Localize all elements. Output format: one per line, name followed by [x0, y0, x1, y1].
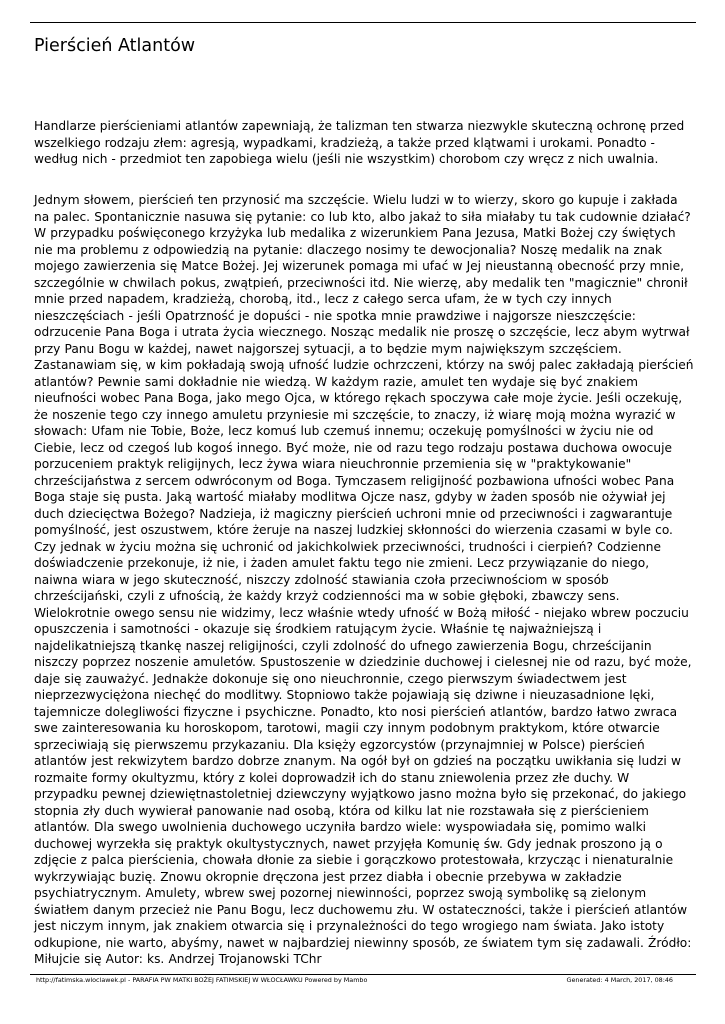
footer-source-url[interactable]: http://fatimska.wloclawek.pl - PARAFIA PW MATKI BOŻEJ FATIMSKIEJ W WŁOCŁAWKU: [36, 976, 303, 984]
article-body: Jednym słowem, pierścień ten przynosić ma szczęście. Wielu ludzi w to wierzy, skoro go kupuje i zakłada na palec. Spontanicznie nasuwa się pytanie: co lub kto, albo jakaż to siła miałaby tu tak cudownie działać? W przypadku poświęconego krzyżyka lub medalika z wizerunkiem Pana Jezusa, Matki Bożej czy świętych nie ma problemu z odpowiedzią na pytanie: dlaczego nosimy te dewocjonalia? Noszę medalik na znak mojego zawierzenia się Matce Bożej. Jej wizerunek pomaga mi ufać w Jej nieustanną obecność przy mnie, szczególnie w chwilach pokus, zwątpień, przeciwności itd. Nie wierzę, aby medalik ten "magicznie" chronił mnie przed napadem, kradzieżą, chorobą, itd., lecz z całego serca ufam, że w tych czy innych nieszczęściach - jeśli Opatrzność je dopuści - nie spotka mnie prawdziwe i najgorsze nieszczęście: odrzucenie Pana Boga i utrata życia wiecznego. Nosząc medalik nie proszę o szczęście, lecz abym wytrwał przy Panu Bogu w każdej, nawet najgorszej sytuacji, a to będzie mym największym szczęściem. Zastanawiam się, w kim pokładają swoją ufność ludzie ochrzczeni, którzy na swój palec zakładają pierścień atlantów? Pewnie sami dokładnie nie wiedzą. W każdym razie, amulet ten wydaje się być znakiem nieufności wobec Pana Boga, jako mego Ojca, w którego rękach spoczywa całe moje życie. Jeśli oczekuję, że noszenie tego czy innego amuletu przyniesie mi szczęście, to znaczy, iż wiarę moją można wyrazić w słowach: Ufam nie Tobie, Boże, lecz komuś lub czemuś innemu; oczekuję pomyślności w życiu nie od Ciebie, lecz od czegoś lub kogoś innego. Być może, nie od razu tego rodzaju postawa duchowa owocuje porzuceniem praktyk religijnych, lecz żywa wiara nieuchronnie przemienia się w "praktykowanie" chrześcijaństwa z sercem odwróconym od Boga. Tymczasem religijność pozbawiona ufności wobec Pana Boga staje się pusta. Jaką wartość miałaby modlitwa Ojcze nasz, gdyby w żaden sposób nie ożywiał jej duch dziecięctwa Bożego? Nadzieja, iż magiczny pierścień uchroni mnie od przeciwności i zagwarantuje pomyślność, jest oszustwem, które żeruje na naszej ludzkiej skłonności do wierzenia czasami w byle co. Czy jednak w życiu można się uchronić od jakichkolwiek przeciwności, trudności i cierpień? Codzienne doświadczenie przekonuje, iż nie, i żaden amulet faktu tego nie zmieni. Lecz przywiązanie do niego, naiwna wiara w jego skuteczność, niszczy zdolność stawiania czoła przeciwnościom w sposób chrześcijański, czyli z ufnością, że każdy krzyż codzienności ma w sobie głęboki, zbawczy sens. Wielokrotnie owego sensu nie widzimy, lecz właśnie wtedy ufność w Bożą miłość - niejako wbrew poczuciu opuszczenia i samotności - okazuje się środkiem ratującym życie. Właśnie tę najważniejszą i najdelikatniejszą tkankę naszej religijności, czyli zdolność do ufnego zawierzenia Bogu, chrześcijanin niszczy poprzez noszenie amuletów. Spustoszenie w dziedzinie duchowej i cielesnej nie od razu, być może, daje się zauważyć. Jednakże dokonuje się ono nieuchronnie, czego pierwszym świadectwem jest nieprzezwyciężona niechęć do modlitwy. Stopniowo także pojawiają się dziwne i nieuzasadnione lęki, tajemnicze dolegliwości fizyczne i psychiczne. Ponadto, kto nosi pierścień atlantów, bardzo łatwo zwraca swe zainteresowania ku horoskopom, tarotowi, magii czy innym podobnym praktykom, które otwarcie sprzeciwiają się pierwszemu przykazaniu. Dla księży egzorcystów (przynajmniej w Polsce) pierścień atlantów jest rekwizytem bardzo dobrze znanym. Na ogół był on gdzieś na początku uwikłania się ludzi w rozmaite formy okultyzmu, który z kolei doprowadził ich do stanu zniewolenia przez złe duchy. W przypadku pewnej dziewiętnastoletniej dziewczyny wyjątkowo jasno można było się przekonać, do jakiego stopnia zły duch wywierał panowanie nad osobą, która od kilku lat nie rozstawała się z pierścieniem atlantów. Dla swego uwolnienia duchowego uczyniła bardzo wiele: wyspowiadała się, pomimo walki duchowej wyrzekła się praktyk okultystycznych, nawet przyjęła Komunię św. Gdy jednak proszono ją o zdjęcie z palca pierścienia, chowała dłonie za siebie i gorączkowo protestowała, krzycząc i nienaturalnie wykrzywiając buzię. Znowu okropnie dręczona jest przez diabła i obecnie przebywa w zakładzie psychiatrycznym. Amulety, wbrew swej pozornej niewinności, poprzez swoją symbolikę są zielonym światłem danym przecież nie Panu Bogu, lecz duchowemu złu. W ostateczności, także i pierścień atlantów jest niczym innym, jak znakiem otwarcia się i przynależności do tego wrogiego nam świata. Jako istoty odkupione, nie warto, abyśmy, nawet w najbardziej niewinny sposób, ze światem tym się zadawali. Źródło: Miłujcie się Autor: ks. Andrzej Trojanowski TChr: [34, 193, 694, 966]
footer-source: [36, 976, 367, 985]
top-rule: [30, 22, 696, 23]
footer-rule: [30, 974, 696, 975]
footer-generated: Generated: 4 March, 2017, 08:46: [566, 976, 673, 984]
footer-powered: Powered by Mambo: [304, 976, 368, 984]
article-intro: Handlarze pierścieniami atlantów zapewniają, że talizman ten stwarza niezwykle skuteczną ochronę przed wszelkiego rodzaju złem: agresją, wypadkami, kradzieżą, a także przed klątwami i urokami. Ponadto - według nich - przedmiot ten zapobiega wielu (jeśli nie wszystkim) chorobom czy wręcz z nich uwalnia.: [34, 119, 685, 166]
article-title: Pierścień Atlantów: [34, 36, 196, 56]
